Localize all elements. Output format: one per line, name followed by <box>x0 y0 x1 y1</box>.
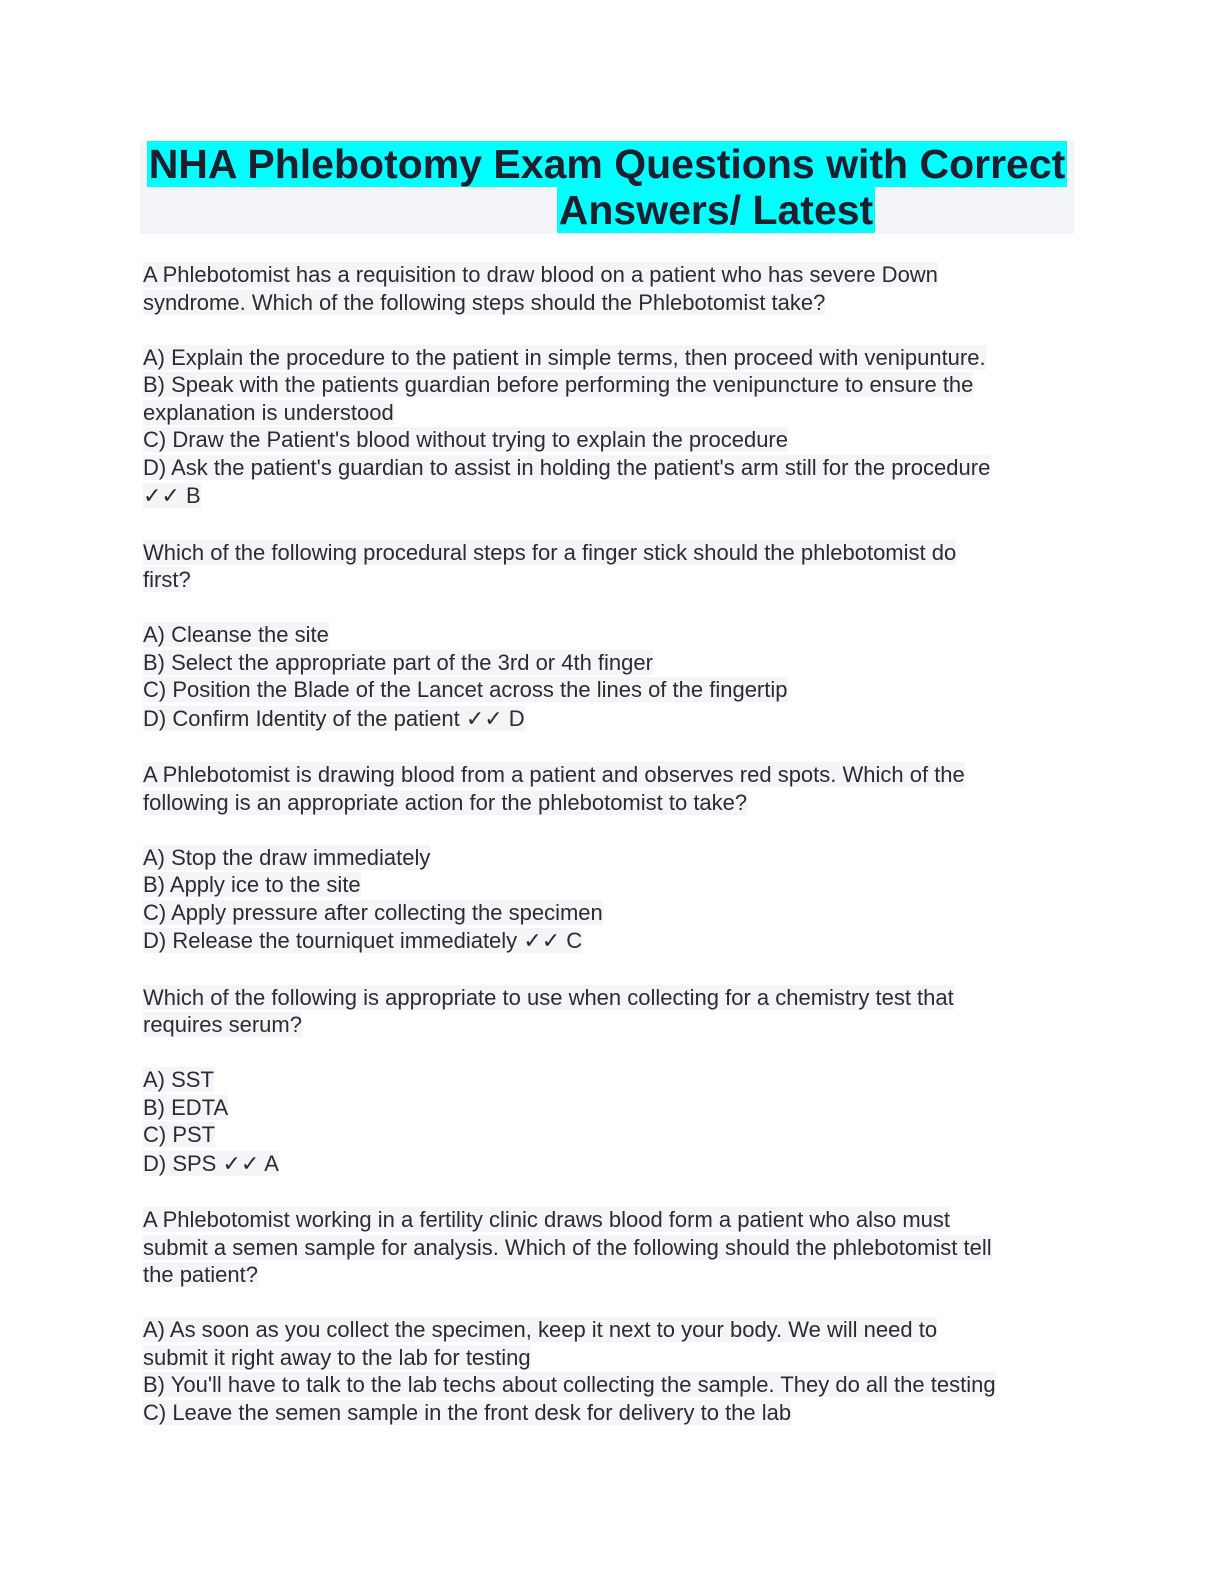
option-b: B) EDTA <box>143 1094 229 1120</box>
question-5 <box>143 1206 1083 1426</box>
option-a-continued: submit it right away to the lab for testing <box>143 1344 531 1370</box>
option-a: A) Explain the procedure to the patient in simple terms, then proceed with venipunture. <box>143 344 986 370</box>
option-d: D) Ask the patient's guardian to assist in holding the patient's arm still for the procedure <box>143 454 991 480</box>
document-title <box>140 141 1074 234</box>
question-stem: Which of the following is appropriate to use when collecting for a chemistry test that <box>143 984 954 1010</box>
question-2 <box>143 539 1083 734</box>
title-line-1: NHA Phlebotomy Exam Questions with Correct <box>148 141 1066 187</box>
option-b: B) Apply ice to the site <box>143 872 361 897</box>
option-b-continued: explanation is understood <box>143 399 394 425</box>
option-d: D) Release the tourniquet immediately <box>143 928 518 953</box>
option-c: C) Draw the Patient's blood without trying to explain the procedure <box>143 427 788 452</box>
question-stem: Which of the following procedural steps for a finger stick should the phlebotomist do <box>143 539 957 565</box>
answer-key: ✓✓ A <box>222 1150 279 1176</box>
question-stem: syndrome. Which of the following steps should the Phlebotomist take? <box>143 289 826 315</box>
option-d: D) Confirm Identity of the patient <box>143 705 460 731</box>
question-4 <box>143 984 1083 1179</box>
option-b: B) Speak with the patients guardian before performing the venipuncture to ensure the <box>143 372 974 397</box>
option-c: C) Leave the semen sample in the front desk for delivery to the lab <box>143 1399 792 1425</box>
question-list <box>143 261 1083 1426</box>
question-stem: A Phlebotomist is drawing blood from a patient and observes red spots. Which of the <box>143 762 965 787</box>
answer-key: ✓✓ C <box>523 928 583 953</box>
question-stem: A Phlebotomist has a requisition to draw blood on a patient who has severe Down <box>143 262 938 287</box>
option-c: C) Apply pressure after collecting the specimen <box>143 899 603 925</box>
answer-key: ✓✓ D <box>465 705 525 731</box>
question-stem: A Phlebotomist working in a fertility clinic draws blood form a patient who also must <box>143 1207 951 1232</box>
option-a: A) Cleanse the site <box>143 622 329 647</box>
option-c: C) PST <box>143 1122 216 1147</box>
question-stem: submit a semen sample for analysis. Which of the following should the phlebotomist tell <box>143 1234 992 1260</box>
option-c: C) Position the Blade of the Lancet across the lines of the fingertip <box>143 677 788 702</box>
answer-key: ✓✓ B <box>143 483 201 508</box>
question-stem: following is an appropriate action for the phlebotomist to take? <box>143 789 748 815</box>
option-b: B) Select the appropriate part of the 3rd or 4th finger <box>143 649 653 675</box>
option-d: D) SPS <box>143 1150 217 1176</box>
question-3 <box>143 761 1083 956</box>
title-line-2: Answers/ Latest <box>558 187 874 233</box>
question-1 <box>143 261 1083 511</box>
question-stem: first? <box>143 567 191 592</box>
question-stem: the patient? <box>143 1262 258 1287</box>
option-a: A) As soon as you collect the specimen, keep it next to your body. We will need to <box>143 1317 938 1342</box>
option-b: B) You'll have to talk to the lab techs about collecting the sample. They do all the testing <box>143 1372 996 1397</box>
option-a: A) SST <box>143 1067 214 1092</box>
option-a: A) Stop the draw immediately <box>143 844 431 870</box>
question-stem: requires serum? <box>143 1012 302 1037</box>
